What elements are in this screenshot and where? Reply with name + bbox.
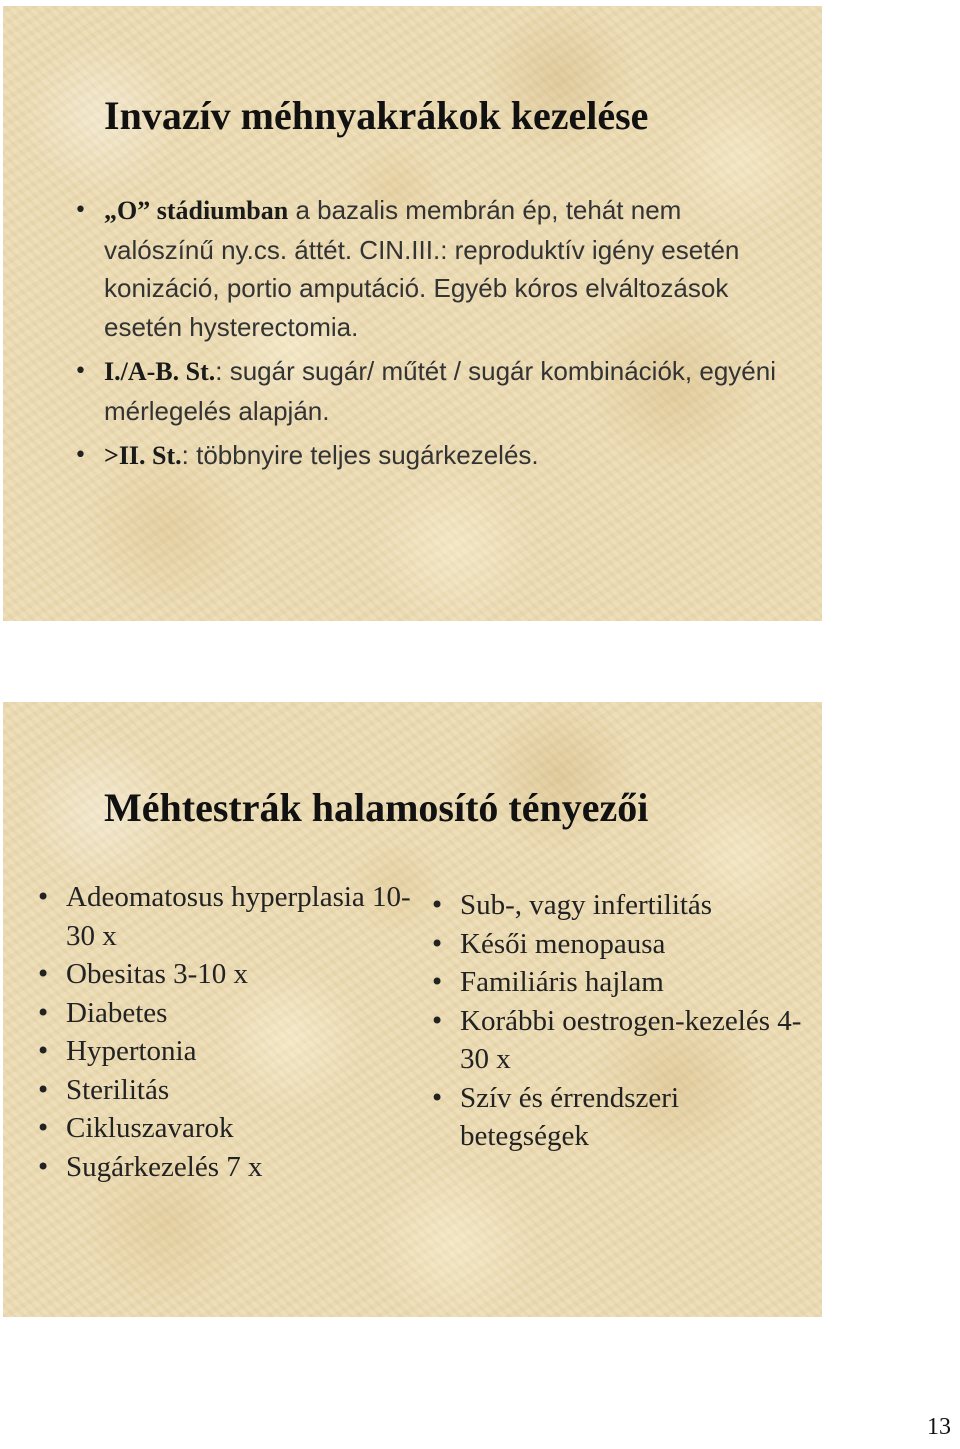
list-item-text: Cikluszavarok [66,1112,234,1144]
bullet-lead: >II. St. [104,441,182,470]
bullet-text: : többnyire teljes sugárkezelés. [181,440,539,470]
bullet-icon: • [430,1006,445,1035]
bullet-icon: • [36,998,51,1027]
bullet-icon: • [36,1114,51,1142]
list-item [36,955,411,994]
list-item-text: Hypertonia [66,1035,197,1067]
bullet-icon: • [74,359,87,384]
list-item [36,1071,411,1110]
list-item-text: Sterilitás [66,1073,170,1106]
slide-1-title: Invazív méhnyakrákok kezelése [104,93,649,138]
list-item-text: Szív és érrendszeri betegségek [460,1081,680,1152]
bullet-text: a bazalis membrán ép, tehát nem valószínű ny.cs. áttét. CIN.III.: reproduktív igény esetén konizáció, portio amputáció. Egyéb kóros elváltozások esetén hysterectomia. [104,195,740,342]
list-item [430,925,805,964]
list-item-text: Sub-, vagy infertilitás [460,889,713,921]
bullet-icon: • [430,968,445,996]
bullet-icon: • [430,891,445,919]
bullet-icon: • [74,443,87,468]
list-item-text: Korábbi oestrogen-kezelés 4-30 x [460,1004,802,1075]
page-number: 13 [927,1414,951,1440]
bullet-lead: I./A-B. St. [104,357,216,386]
slide-2-title: Méhtestrák halamosító tényezői [104,785,649,830]
list-item [36,878,411,955]
list-item-text: Késői menopausa [460,927,666,960]
bullet-icon: • [36,1037,51,1065]
slide-2 [3,702,822,1317]
bullet-text: : sugár sugár/ műtét / sugár kombinációk, egyéni mérlegelés alapján. [104,356,776,426]
bullet-icon: • [430,1083,445,1112]
list-item-text: Familiáris hajlam [460,966,664,998]
slide-1-bullet-list [74,191,784,482]
list-item [36,1109,411,1148]
list-item [36,1148,411,1187]
list-item-text: Diabetes [66,996,168,1029]
risk-factors-left-list [36,878,411,1186]
bullet-icon: • [36,1075,51,1104]
risk-factors-right-list [430,886,805,1156]
list-item [74,191,784,346]
list-item [430,886,805,925]
list-item [430,1079,805,1156]
list-item-text: Sugárkezelés 7 x [66,1150,263,1183]
list-item-text: Obesitas 3-10 x [66,958,249,990]
slide-1 [3,6,822,621]
list-item [36,994,411,1033]
bullet-lead: „O” stádiumban [104,196,289,225]
list-item [74,352,784,430]
bullet-icon: • [36,960,51,988]
list-item-text: Adeomatosus hyperplasia 10-30 x [66,881,411,952]
list-item [36,1032,411,1071]
list-item [74,436,784,476]
bullet-icon: • [74,198,87,223]
bullet-icon: • [36,1152,51,1181]
bullet-icon: • [36,883,51,911]
bullet-icon: • [430,929,445,958]
list-item [430,963,805,1002]
list-item [430,1002,805,1079]
